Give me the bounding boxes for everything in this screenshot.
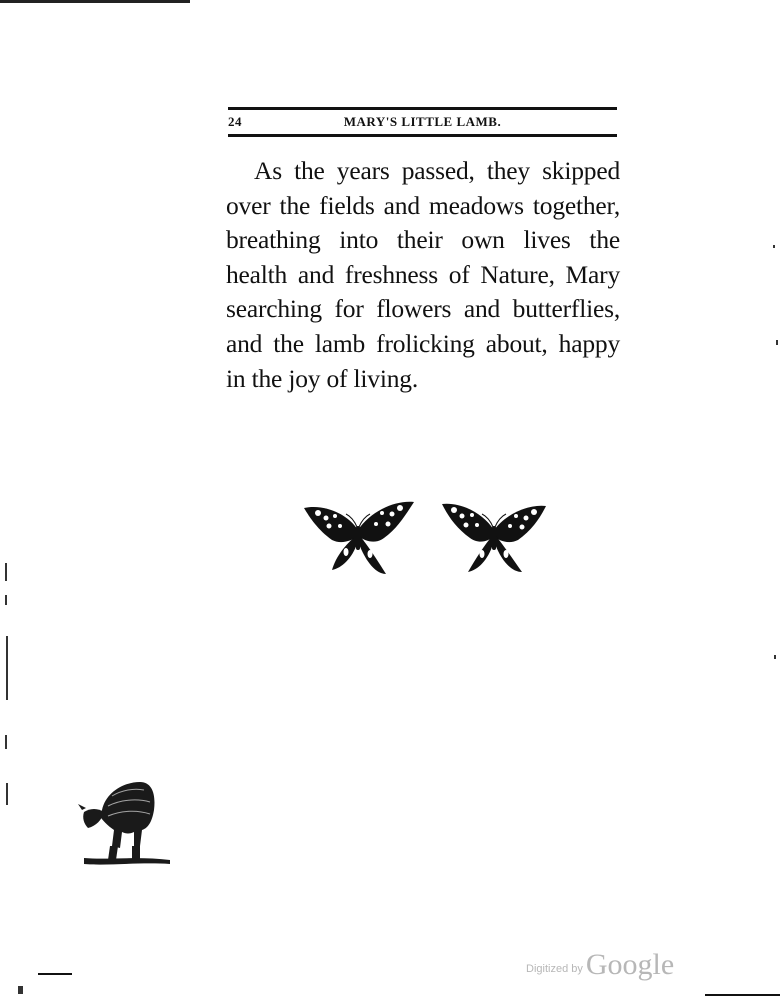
scan-edge-mark [776,340,778,345]
scan-edge-line [0,0,190,3]
header-rule-top [228,107,617,110]
running-head [228,114,617,132]
running-title: MARY'S LITTLE LAMB. [343,114,502,129]
butterfly-icon [442,500,554,574]
google-logo: Google [585,948,675,981]
scan-edge-mark [773,245,775,248]
butterfly-icon [302,500,414,574]
watermark-prefix: Digitized by [526,963,583,975]
page-number: 24 [228,114,242,129]
scan-edge-mark [18,986,23,994]
scan-edge-mark [5,735,7,749]
header-rule-bottom [228,134,617,137]
scan-edge-line [38,973,72,975]
body-paragraph: As the years passed, they skipped over the fields and meadows together, breathing into their own lives the health and freshness of Nature, Mary searching for flowers and butterflies, and the lamb frolicking about, happy in the joy of living. [226,156,620,393]
scan-edge-mark [6,783,8,805]
scan-edge-mark [774,655,776,659]
lamb-icon [78,776,174,872]
scan-edge-mark [6,636,8,700]
scan-edge-mark [5,563,7,581]
digitized-watermark [526,948,674,980]
scan-edge-mark [5,595,7,605]
scan-edge-line [705,994,780,996]
